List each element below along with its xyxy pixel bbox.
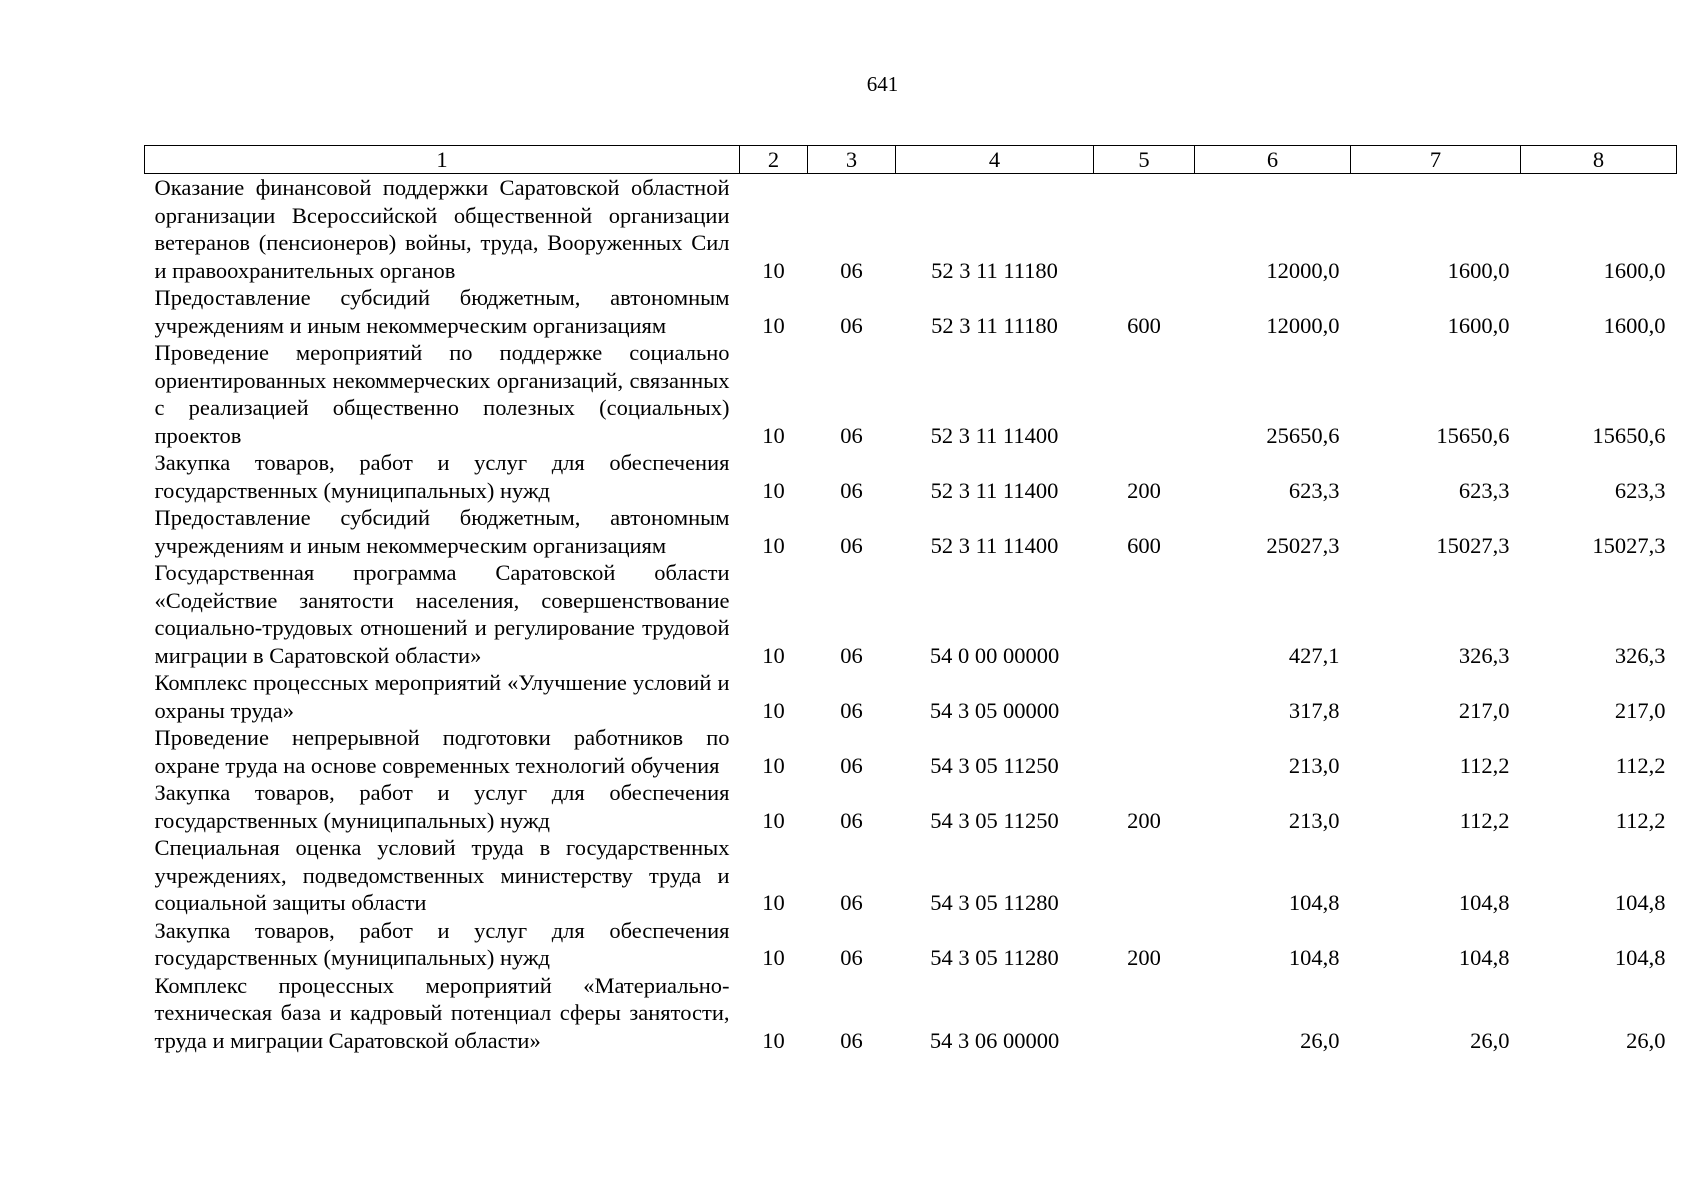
row-col-5 bbox=[1094, 339, 1195, 449]
row-col-8: 15027,3 bbox=[1592, 532, 1666, 558]
row-col-3: 06 bbox=[840, 532, 863, 558]
header-col-2: 2 bbox=[740, 146, 808, 174]
row-code: 54 3 05 11280 bbox=[930, 945, 1059, 970]
row-code: 54 0 00 00000 bbox=[929, 642, 1060, 668]
row-col-3: 06 bbox=[840, 422, 863, 448]
table-body bbox=[145, 174, 1677, 1055]
row-col-5 bbox=[1094, 174, 1195, 285]
row-code: 54 3 05 00000 bbox=[929, 697, 1060, 723]
row-col-6: 623,3 bbox=[1288, 477, 1340, 503]
row-col-6: 104,8 bbox=[1288, 890, 1340, 915]
row-col-7: 1600,0 bbox=[1447, 312, 1510, 338]
header-col-5: 5 bbox=[1094, 146, 1195, 174]
row-col-8: 1600,0 bbox=[1603, 312, 1666, 338]
row-code: 52 3 11 11400 bbox=[930, 477, 1059, 503]
page-number: 641 bbox=[866, 72, 899, 96]
table-header bbox=[145, 146, 1677, 174]
row-col-5: 600 bbox=[1127, 532, 1161, 558]
row-code: 52 3 11 11180 bbox=[931, 257, 1058, 283]
row-code: 52 3 11 11400 bbox=[930, 422, 1059, 448]
header-col-6: 6 bbox=[1195, 146, 1351, 174]
row-name: Проведение непрерывной подготовки работников по охране труда на основе современных технологий обучения bbox=[154, 725, 730, 778]
table-row bbox=[145, 724, 1677, 779]
row-col-8: 104,8 bbox=[1614, 945, 1666, 970]
row-col-5: 200 bbox=[1127, 945, 1161, 970]
table-row bbox=[145, 834, 1677, 917]
row-col-2: 10 bbox=[762, 945, 785, 970]
row-col-7: 112,2 bbox=[1459, 752, 1510, 778]
row-col-2: 10 bbox=[762, 890, 785, 915]
row-name: Государственная программа Саратовской области «Содействие занятости населения, совершенствование социально-трудовых отношений и регулирование трудовой миграции в Саратовской области» bbox=[154, 560, 730, 668]
row-col-8: 112,2 bbox=[1615, 807, 1666, 833]
row-col-6: 427,1 bbox=[1288, 642, 1340, 668]
row-col-2: 10 bbox=[762, 422, 785, 448]
table-row bbox=[145, 917, 1677, 972]
row-col-3: 06 bbox=[840, 312, 863, 338]
header-col-7: 7 bbox=[1351, 146, 1521, 174]
row-col-7: 326,3 bbox=[1458, 642, 1510, 668]
row-col-8: 15650,6 bbox=[1592, 422, 1666, 448]
row-col-2: 10 bbox=[762, 257, 785, 283]
row-col-6: 104,8 bbox=[1288, 945, 1340, 970]
row-col-3: 06 bbox=[840, 807, 863, 833]
row-name: Оказание финансовой поддержки Саратовской областной организации Всероссийской общественной организации ветеранов (пенсионеров) войны, труда, Вооруженных Сил и правоохранительных органов bbox=[154, 175, 730, 283]
row-name: Проведение мероприятий по поддержке социально ориентированных некоммерческих организаций, связанных с реализацией общественно полезных (социальных) проектов bbox=[154, 340, 730, 448]
budget-table bbox=[144, 145, 1677, 1054]
table-row bbox=[145, 284, 1677, 339]
row-col-3: 06 bbox=[840, 752, 863, 778]
header-col-1: 1 bbox=[145, 146, 740, 174]
row-col-6: 25650,6 bbox=[1266, 422, 1340, 448]
header-col-8: 8 bbox=[1521, 146, 1677, 174]
row-col-7: 112,2 bbox=[1459, 807, 1510, 833]
row-name: Закупка товаров, работ и услуг для обеспечения государственных (муниципальных) нужд bbox=[154, 450, 730, 503]
row-col-7: 104,8 bbox=[1458, 945, 1510, 970]
table-row bbox=[145, 339, 1677, 449]
row-col-2: 10 bbox=[762, 807, 785, 833]
row-col-2: 10 bbox=[762, 697, 785, 723]
row-code: 52 3 11 11180 bbox=[931, 312, 1058, 338]
row-col-7: 1600,0 bbox=[1447, 257, 1510, 283]
row-col-2: 10 bbox=[762, 477, 785, 503]
row-col-5: 200 bbox=[1127, 477, 1161, 503]
row-name: Комплекс процессных мероприятий «Материально-техническая база и кадровый потенциал сферы занятости, труда и миграции Саратовской области» bbox=[154, 972, 730, 1053]
row-name: Специальная оценка условий труда в государственных учреждениях, подведомственных министерству труда и социальной защиты области bbox=[154, 835, 730, 915]
row-col-2: 10 bbox=[762, 312, 785, 338]
row-col-7: 104,8 bbox=[1458, 890, 1510, 915]
row-col-6: 25027,3 bbox=[1266, 532, 1340, 558]
row-col-2: 10 bbox=[762, 1027, 785, 1053]
row-col-3: 06 bbox=[840, 642, 863, 668]
row-col-6: 213,0 bbox=[1288, 807, 1340, 833]
table-row bbox=[145, 449, 1677, 504]
row-col-5: 600 bbox=[1127, 312, 1161, 338]
row-col-6: 12000,0 bbox=[1266, 312, 1340, 338]
header-col-3: 3 bbox=[808, 146, 896, 174]
row-col-3: 06 bbox=[840, 1027, 863, 1053]
table-row bbox=[145, 669, 1677, 724]
row-col-5 bbox=[1094, 834, 1195, 917]
row-col-6: 317,8 bbox=[1288, 697, 1340, 723]
header-row bbox=[145, 146, 1677, 174]
row-name: Предоставление субсидий бюджетным, автономным учреждениям и иным некоммерческим организациям bbox=[154, 505, 730, 558]
row-code: 54 3 05 11280 bbox=[930, 890, 1059, 915]
row-col-7: 26,0 bbox=[1470, 1027, 1510, 1053]
row-col-7: 623,3 bbox=[1458, 477, 1510, 503]
table-row bbox=[145, 559, 1677, 669]
row-col-5 bbox=[1094, 724, 1195, 779]
row-name: Закупка товаров, работ и услуг для обеспечения государственных (муниципальных) нужд bbox=[154, 780, 730, 833]
row-col-5 bbox=[1094, 669, 1195, 724]
row-col-8: 1600,0 bbox=[1603, 257, 1666, 283]
row-col-8: 326,3 bbox=[1614, 642, 1666, 668]
row-col-8: 104,8 bbox=[1614, 890, 1666, 915]
table-row bbox=[145, 504, 1677, 559]
header-col-4: 4 bbox=[896, 146, 1094, 174]
table-row bbox=[145, 972, 1677, 1055]
row-col-5 bbox=[1094, 972, 1195, 1055]
table-row bbox=[145, 779, 1677, 834]
row-col-5 bbox=[1094, 559, 1195, 669]
row-col-3: 06 bbox=[840, 945, 863, 970]
row-col-8: 623,3 bbox=[1614, 477, 1666, 503]
row-col-3: 06 bbox=[840, 890, 863, 915]
row-col-7: 15650,6 bbox=[1436, 422, 1510, 448]
row-col-7: 15027,3 bbox=[1436, 532, 1510, 558]
row-col-6: 213,0 bbox=[1288, 752, 1340, 778]
row-col-3: 06 bbox=[840, 697, 863, 723]
row-name: Комплекс процессных мероприятий «Улучшение условий и охраны труда» bbox=[154, 670, 730, 723]
row-col-2: 10 bbox=[762, 532, 785, 558]
row-name: Закупка товаров, работ и услуг для обеспечения государственных (муниципальных) нужд bbox=[154, 917, 730, 970]
row-name: Предоставление субсидий бюджетным, автономным учреждениям и иным некоммерческим организациям bbox=[154, 285, 730, 338]
row-col-6: 26,0 bbox=[1300, 1027, 1340, 1053]
row-col-5: 200 bbox=[1127, 807, 1161, 833]
row-col-3: 06 bbox=[840, 477, 863, 503]
row-code: 54 3 06 00000 bbox=[929, 1027, 1060, 1053]
row-col-3: 06 bbox=[840, 257, 863, 283]
row-col-2: 10 bbox=[762, 752, 785, 778]
row-col-8: 26,0 bbox=[1626, 1027, 1666, 1053]
row-col-8: 112,2 bbox=[1615, 752, 1666, 778]
row-col-7: 217,0 bbox=[1458, 697, 1510, 723]
table-row bbox=[145, 174, 1677, 285]
row-col-8: 217,0 bbox=[1614, 697, 1666, 723]
row-col-6: 12000,0 bbox=[1266, 257, 1340, 283]
row-code: 54 3 05 11250 bbox=[930, 807, 1059, 833]
row-code: 52 3 11 11400 bbox=[930, 532, 1059, 558]
row-col-2: 10 bbox=[762, 642, 785, 668]
row-code: 54 3 05 11250 bbox=[930, 752, 1059, 778]
